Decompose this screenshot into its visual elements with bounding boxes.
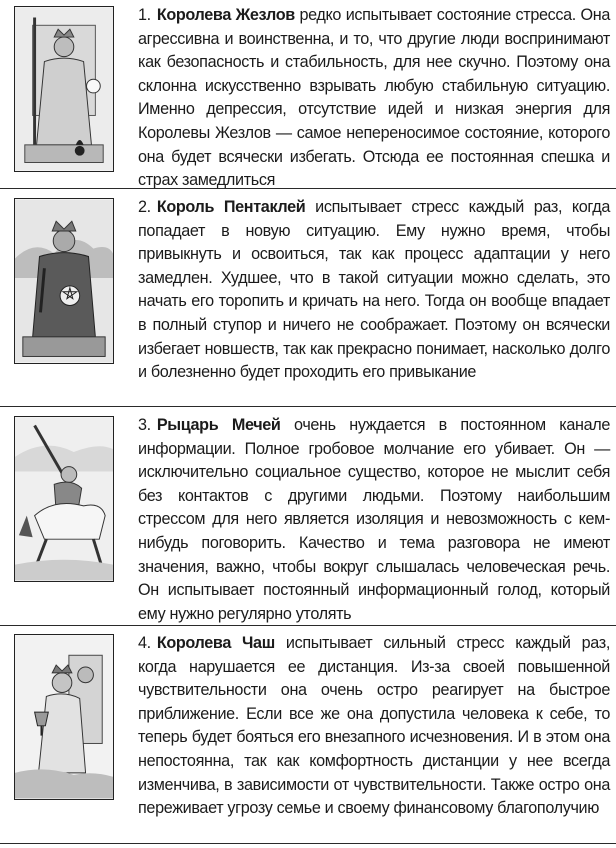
- divider: [0, 843, 616, 844]
- entry-2-text: [138, 196, 610, 385]
- entry-2-name: Король Пентаклей: [156, 198, 306, 216]
- king-of-pentacles-card-icon: [14, 198, 114, 364]
- queen-of-wands-illustration: [15, 7, 113, 171]
- entry-4-text: [138, 632, 610, 821]
- king-of-pentacles-illustration: [15, 199, 113, 363]
- entry-4-name: Королева Чаш: [156, 634, 275, 652]
- entry-4-number: 4.: [138, 634, 151, 652]
- entry-2-body: испытывает стресс каждый раз, когда попадает в новую ситуацию. Ему нужно время, чтобы привыкнуть и освоиться, так как процесс адаптации у него замедлен. Худшее, что в такой ситуации можно сделать, это начать его торопить и кричать на него. Тогда он вообще впадает в полный ступор и ничего не соображает. Поэтому он всячески избегает новшеств, так как прекрасно понимает, насколько долго и болезненно будет проходить его привыкание: [138, 198, 611, 382]
- entry-1-body: редко испытывает состояние стресса. Она агрессивна и воинственна, и то, что другие люди воспринимают как безопасность и стабильность, для нее скучно. Поэтому она склонна искусственно взрывать любую стабильную ситуацию. Именно депрессия, отсутствие идей и низкая энергия для Королевы Жезлов — самое непереносимое состояние, которого она будет всячески избегать. Отсюда ее постоянная спешка и страх замедлиться: [138, 6, 611, 190]
- queen-of-cups-illustration: [15, 635, 113, 799]
- entry-3-text: [138, 414, 610, 626]
- entry-1-text: [138, 4, 610, 193]
- knight-of-swords-card-icon: [14, 416, 114, 582]
- entry-1-number: 1.: [138, 6, 151, 24]
- entry-2-number: 2.: [138, 198, 151, 216]
- entry-3-body: очень нуждается в постоянном канале информации. Полное гробовое молчание его убивает. Он — исключительно социальное существо, которое не мыслит себя без контактов с другими людьми. Поэтому наибольшим стрессом для него является изоляция и невозможность с кем-нибудь поговорить. Качество и тема разговора не имеют значения, важно, чтобы вокруг слышалась человеческая речь. Он испытывает постоянный информационный голод, который ему нужно регулярно утолять: [138, 416, 610, 623]
- queen-of-wands-card-icon: [14, 6, 114, 172]
- knight-of-swords-illustration: [15, 417, 113, 581]
- divider: [0, 406, 616, 407]
- entry-4-body: испытывает сильный стресс каждый раз, когда нарушается ее дистанция. Из-за своей повышенной чувствительности она очень остро реагирует на быстрое приближение. Если все же она допустила человека к себе, то теперь будет бояться его внезапного исчезновения. И в этом она непостоянна, так как комфортность дистанции у нее всегда изменчива, в зависимости от чувствительности. Также остро она переживает угрозу семье и своему финансовому благополучию: [138, 634, 610, 818]
- divider: [0, 188, 616, 189]
- queen-of-cups-card-icon: [14, 634, 114, 800]
- divider: [0, 625, 616, 626]
- entry-3-number: 3.: [138, 416, 151, 434]
- entry-3-name: Рыцарь Мечей: [156, 416, 281, 434]
- entry-1-name: Королева Жезлов: [156, 6, 295, 24]
